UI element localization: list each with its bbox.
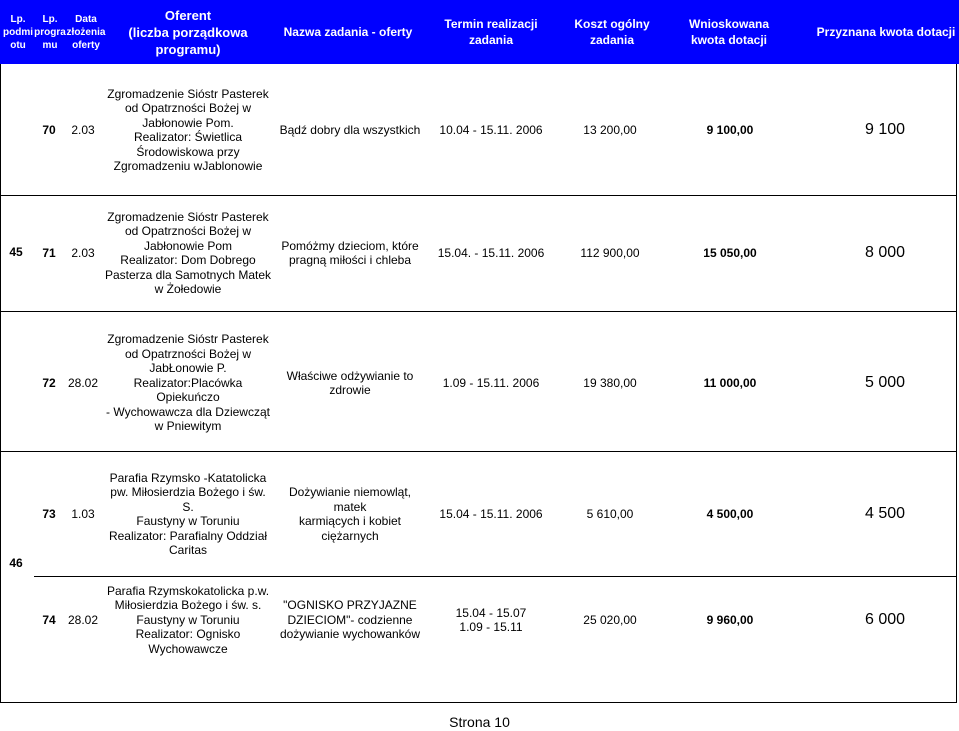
row-wnioskowana: 9 100,00 bbox=[706, 122, 754, 137]
page-number: Strona 10 bbox=[449, 714, 510, 730]
table-row bbox=[0, 472, 959, 556]
row-date: 28.02 bbox=[67, 612, 99, 627]
table-row bbox=[0, 582, 959, 658]
row-przyznana: 8 000 bbox=[864, 243, 906, 261]
row-koszt: 112 900,00 bbox=[580, 245, 640, 260]
row-przyznana: 4 500 bbox=[864, 504, 906, 522]
group-lp: 46 bbox=[9, 555, 23, 570]
row-termin: 10.04 - 15.11. 2006 bbox=[439, 122, 543, 137]
header-oferent: Oferent (liczba porządkowa programu) bbox=[128, 7, 248, 57]
group-lp: 45 bbox=[9, 244, 23, 259]
group-separator bbox=[0, 311, 957, 312]
row-nazwa: Bądź dobry dla wszystkich bbox=[279, 122, 421, 137]
header-termin: Termin realizacji zadania bbox=[444, 17, 538, 47]
row-lp: 71 bbox=[42, 245, 56, 260]
row-nazwa: Dożywianie niemowląt, matek karmiących i kobiet ciężarnych bbox=[288, 485, 412, 543]
row-oferent: Zgromadzenie Sióstr Pasterek od Opatrzności Bożej w JabŁonowie P. Realizator:Placówka Opiekuńczo - Wychowawcza dla Dziewcząt w Pniewitym bbox=[106, 332, 270, 434]
row-nazwa: Właściwe odżywianie to zdrowie bbox=[286, 368, 414, 397]
table-header bbox=[0, 0, 959, 64]
header-wnioskowana: Wnioskowana kwota dotacji bbox=[688, 17, 769, 47]
row-termin: 15.04 - 15.11. 2006 bbox=[439, 506, 543, 521]
row-koszt: 5 610,00 bbox=[586, 506, 634, 521]
row-oferent: Zgromadzenie Sióstr Pasterek od Opatrzności Bożej w Jabłonowie Pom. Realizator: Świetlica Środowiskowa przy Zgromadzeniu wJablonowie bbox=[107, 86, 269, 173]
group-separator bbox=[0, 451, 957, 452]
row-lp: 72 bbox=[42, 375, 56, 390]
table-row bbox=[0, 205, 959, 301]
row-separator bbox=[34, 576, 957, 577]
row-wnioskowana: 15 050,00 bbox=[703, 245, 757, 260]
row-lp: 74 bbox=[42, 612, 56, 627]
row-date: 2.03 bbox=[71, 245, 95, 260]
group-separator bbox=[0, 195, 957, 196]
row-oferent: Zgromadzenie Sióstr Pasterek od Opatrzności Bożej w Jabłonowie Pom Realizator: Dom Dobrego Pasterza dla Samotnych Matek w Żołedowie bbox=[104, 209, 272, 296]
row-termin: 15.04 - 15.07 1.09 - 15.11 bbox=[455, 605, 527, 634]
header-lp-programu: Lp. progra mu bbox=[34, 13, 66, 51]
row-oferent: Parafia Rzymsko -Katatolicka pw. Miłosierdzia Bożego i św. S. Faustyny w Toruniu Realizator: Parafialny Oddział Caritas bbox=[108, 470, 268, 557]
header-data: Data złożenia oferty bbox=[66, 13, 106, 51]
table-row bbox=[0, 80, 959, 180]
header-nazwa: Nazwa zadania - oferty bbox=[283, 25, 413, 39]
row-nazwa: Pomóżmy dzieciom, które pragną miłości i chleba bbox=[281, 238, 419, 267]
row-lp: 73 bbox=[42, 506, 56, 521]
table-border-bottom bbox=[0, 702, 957, 703]
row-wnioskowana: 11 000,00 bbox=[703, 375, 757, 390]
row-termin: 15.04. - 15.11. 2006 bbox=[437, 245, 545, 260]
row-date: 28.02 bbox=[67, 375, 99, 390]
header-koszt: Koszt ogólny zadania bbox=[574, 17, 650, 47]
row-wnioskowana: 9 960,00 bbox=[706, 612, 754, 627]
header-przyznana: Przyznana kwota dotacji bbox=[816, 25, 956, 39]
row-koszt: 19 380,00 bbox=[583, 375, 637, 390]
table-row bbox=[0, 333, 959, 433]
row-przyznana: 5 000 bbox=[864, 373, 906, 391]
row-wnioskowana: 4 500,00 bbox=[706, 506, 754, 521]
row-nazwa: "OGNISKO PRZYJAZNE DZIECIOM"- codzienne dożywianie wychowanków bbox=[279, 598, 421, 642]
row-date: 1.03 bbox=[71, 506, 95, 521]
row-date: 2.03 bbox=[71, 122, 95, 137]
row-przyznana: 6 000 bbox=[864, 610, 906, 628]
row-termin: 1.09 - 15.11. 2006 bbox=[442, 375, 540, 390]
row-koszt: 25 020,00 bbox=[583, 612, 637, 627]
row-przyznana: 9 100 bbox=[864, 120, 906, 138]
header-lp-podmiotu: Lp. podmi otu bbox=[3, 13, 33, 51]
row-lp: 70 bbox=[42, 122, 56, 137]
row-oferent: Parafia Rzymskokatolicka p.w. Miłosierdzia Bożego i św. s. Faustyny w Toruniu Realizator: Ognisko Wychowawcze bbox=[106, 583, 270, 656]
row-koszt: 13 200,00 bbox=[583, 122, 637, 137]
